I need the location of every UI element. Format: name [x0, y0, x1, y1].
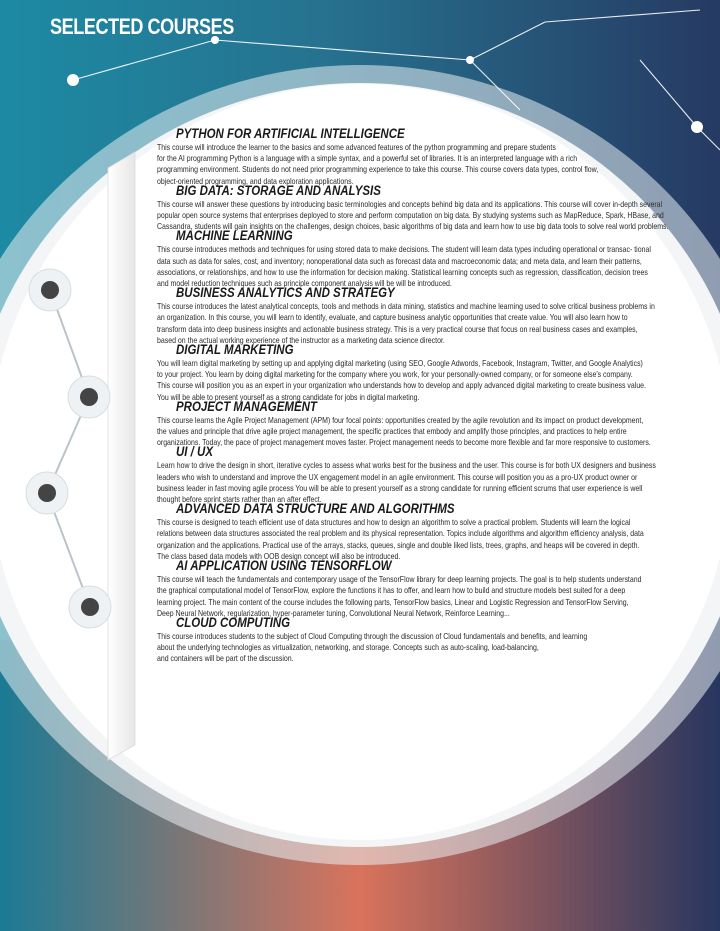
description-line: This course will introduce the learner to the basics and some advanced features of the python programming and prepare students — [157, 143, 556, 152]
description-line: the graphical computational model of TensorFlow, explore the functions it has to offer, and learn how to build and structure models best suited for a deep — [157, 586, 626, 596]
description-line: popular open source systems that enterprises deployed to store and perform computation on big data. By studying systems such as MapReduce, Spark, HBase, and — [157, 211, 664, 221]
description-line: the values and principle that drive agile project management, the specific practices that embody and amplify those principles, and practices to help entire — [157, 427, 627, 437]
course-title: UI / UX — [176, 444, 213, 460]
description-line: business leader in fast moving agile process You will be able to present yourself as a strong candidate for running efficient scrums that user experience is well — [157, 483, 643, 493]
course-title: CLOUD COMPUTING — [176, 614, 291, 630]
course-title: PYTHON FOR ARTIFICIAL INTELLIGENCE — [176, 126, 405, 141]
description-line: data such as data for sales, cost, and inventory; nonoperational data such as forecast data and macroeconomic data; and meta data, and learn their patterns, — [157, 256, 642, 266]
course-section — [157, 399, 697, 449]
course-description — [157, 415, 677, 449]
course-section — [157, 501, 697, 562]
description-line: associations, or relationships, and how to use the information for decision making. Statistical learning concepts such as regression, classification, decision trees — [157, 267, 648, 277]
course-title: BIG DATA: STORAGE AND ANALYSIS — [176, 182, 381, 198]
course-description — [157, 631, 677, 665]
course-title: AI APPLICATION USING TENSORFLOW — [176, 558, 392, 574]
description-line: and containers will be part of the discussion. — [157, 654, 294, 664]
course-section — [157, 126, 697, 187]
description-line: You will learn digital marketing by setting up and applying digital marketing (using SEO, Google Adwords, Facebook, Instagram, Twitter, and Google Analytics) — [157, 359, 643, 369]
description-line: You will be able to present yourself as a strong candidate for jobs in digital marketing. — [157, 392, 420, 402]
course-description — [157, 244, 677, 289]
description-line: Deep Neural Network, regularization, hyper-parameter tuning, Convolutional Neural Network, Reinforce Learning... — [157, 608, 510, 618]
description-line: thought before sprint starts rather than an after effect. — [157, 495, 322, 505]
description-line: Cassandra, students will gain insights on the challenges, design choices, basic algorithms of big data and learn how to use big data tools to solve real world problems. — [157, 222, 669, 232]
description-line: to your project. You learn by doing digital marketing for the company where you work, for your personally-owned company, or for someone else's company. — [157, 370, 633, 380]
course-title: PROJECT MANAGEMENT — [176, 398, 317, 414]
course-section — [157, 183, 697, 233]
course-title: ADVANCED DATA STRUCTURE AND ALGORITHMS — [176, 501, 455, 517]
description-line: This course will teach the fundamentals and contemporary usage of the TensorFlow library for deep learning projects. The goal is to help students understand — [157, 575, 642, 585]
description-line: leaders who wish to understand and improve the UX engagement model in an agile environment. This course will position you as a pro-UX product owner or — [157, 472, 638, 482]
course-description — [157, 199, 677, 233]
left-tab — [108, 152, 135, 760]
description-line: The class based data models with OOB design concept will also be introduced. — [157, 551, 401, 561]
description-line: This course is designed to teach efficient use of data structures and how to design an algorithm to solve a practical problem. Students will learn the logical — [157, 518, 631, 528]
course-description — [157, 460, 677, 505]
description-line: This course introduces methods and techniques for using stored data to make decisions. The student will learn data types including operational or transac- tional — [157, 245, 651, 255]
description-line: an organization. In this course, you will learn to identify, evaluate, and capture business analytic opportunities that create value. You will also learn how to — [157, 313, 628, 323]
timeline-node — [69, 586, 111, 628]
course-section — [157, 558, 697, 619]
course-description — [157, 301, 677, 346]
description-line: transform data into deep business insights and actionable business strategy. This is a very practical course that focus on real business cases and examples, — [157, 324, 638, 334]
course-section — [157, 228, 697, 289]
description-line: for the AI programming Python is a language with a simple syntax, and a powerful set of libraries. It is an interpreted language with a rich — [157, 154, 578, 164]
timeline-node — [68, 376, 110, 418]
course-description — [157, 142, 677, 187]
description-line: organization and the applications. Practical use of the arrays, stacks, queues, single and double liked lists, trees, graphs, and heaps will be covered in depth. — [157, 540, 640, 550]
page-title: SELECTED COURSES — [50, 14, 234, 39]
description-line: This course will answer these questions by introducing basic terminologies and concepts behind big data and its applications. This course will cover in-depth several — [157, 199, 663, 209]
description-line: This course introduces the latest analytical concepts, tools and methods in data mining, statistics and machine learning used to solve critical business problems in — [157, 302, 655, 312]
course-section — [157, 444, 697, 505]
description-line: learning project. The main content of the course includes the following parts, TensorFlow basics, Linear and Logistic Regression and TensorFlow Serving, — [157, 597, 629, 607]
description-line: and model reduction techniques such as principle component analysis will be will be introduced. — [157, 279, 452, 289]
timeline-node — [29, 269, 71, 311]
course-title: MACHINE LEARNING — [176, 228, 293, 244]
description-line: This course introduces students to the subject of Cloud Computing through the discussion of Cloud fundamentals and benefits, and learning — [157, 631, 588, 641]
course-description — [157, 574, 677, 619]
timeline-node — [26, 472, 68, 514]
description-line: Learn how to drive the design in short, iterative cycles to assess what works best for the business and the user. This course is for both UX designers and business — [157, 461, 656, 471]
description-line: relations between data structures associated the real problem and its physical representation. Topics include algorithms and algorithm efficiency analysis, data — [157, 529, 644, 539]
course-description — [157, 358, 677, 403]
description-line: based on the actual working experience of the instructor as a marketing data science director. — [157, 335, 445, 345]
description-line: object-oriented programming, and data exploration applications. — [157, 176, 354, 186]
course-section — [157, 615, 697, 665]
description-line: This course will position you as an expert in your organization who understands how to develop and apply advanced digital marketing to create business value. — [157, 381, 647, 391]
course-list — [157, 126, 697, 664]
course-title: BUSINESS ANALYTICS AND STRATEGY — [176, 285, 395, 301]
description-line: organizations. Today, the pace of project management moves faster. Project management needs to become more flexible and far more responsive to customers. — [157, 438, 651, 448]
course-title: DIGITAL MARKETING — [176, 342, 294, 358]
course-section — [157, 285, 697, 346]
course-section — [157, 342, 697, 403]
description-line: programming environment. Students do not need prior programming experience to take this course. This course covers data types, control flow, — [157, 165, 599, 175]
course-description — [157, 517, 677, 562]
description-line: about the underlying technologies as virtualization, networking, and storage. Concepts such as auto-scaling, load-balancing, — [157, 643, 539, 653]
description-line: This course learns the Agile Project Management (APM) four focal points: opportunities created by the agile revolution and its impact on product development, — [157, 415, 644, 425]
